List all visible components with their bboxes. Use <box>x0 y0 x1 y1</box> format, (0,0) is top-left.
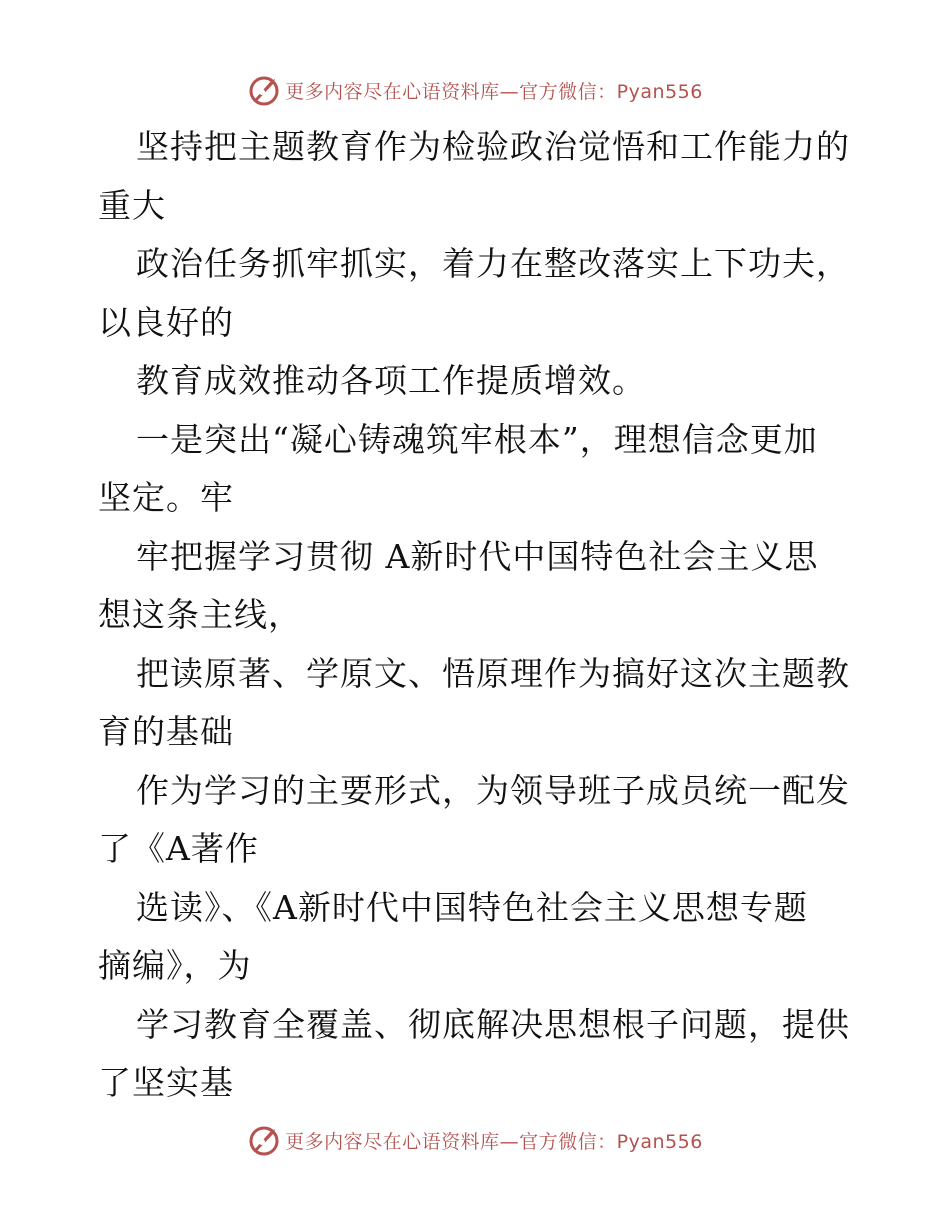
text-line: 了《A著作 <box>98 829 259 868</box>
text-line: 学习教育全覆盖、彻底解决思想根子问题，提供 <box>136 1004 850 1044</box>
text-line: 把读原著、学原文、悟原理作为搞好这次主题教 <box>136 653 850 693</box>
quill-logo-icon <box>247 73 281 107</box>
footer-watermark <box>0 1120 950 1160</box>
text-line: 育的基础 <box>98 712 234 751</box>
watermark-text: 更多内容尽在心语资料库—官方微信：Pyan556 <box>285 1130 703 1153</box>
text-line: 坚持把主题教育作为检验政治觉悟和工作能力的 <box>136 127 850 166</box>
text-line: 政治任务抓牢抓实，着力在整改落实上下功夫， <box>136 244 850 283</box>
text-line: 教育成效推动各项工作提质增效。 <box>136 361 646 400</box>
text-line: 想这条主线， <box>98 595 302 634</box>
text-line: 摘编》，为 <box>98 946 252 985</box>
text-line: 选读》、《A新时代中国特色社会主义思想专题 <box>136 887 808 927</box>
header-watermark <box>0 70 950 110</box>
watermark-text: 更多内容尽在心语资料库—官方微信：Pyan556 <box>285 80 703 103</box>
text-line: 了坚实基 <box>98 1063 234 1102</box>
text-line: 以良好的 <box>98 302 234 342</box>
text-line: 牢把握学习贯彻 A新时代中国特色社会主义思 <box>136 536 819 576</box>
text-line: 坚定。牢 <box>98 478 234 517</box>
quill-logo-icon <box>247 1123 281 1157</box>
document-body <box>98 118 858 1113</box>
text-line: 作为学习的主要形式，为领导班子成员统一配发 <box>136 770 850 810</box>
text-line: 一是突出“凝心铸魂筑牢根本”，理想信念更加 <box>136 419 818 459</box>
text-line: 重大 <box>98 185 166 225</box>
